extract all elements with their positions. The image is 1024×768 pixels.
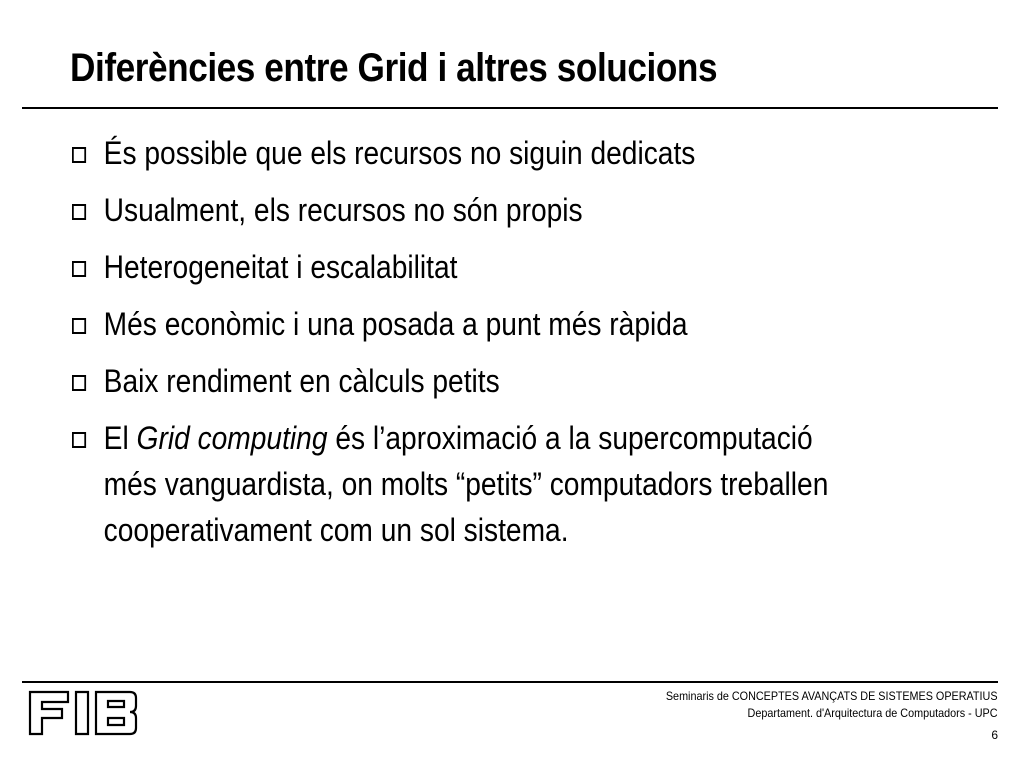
square-bullet-icon (72, 318, 86, 334)
footer-divider (22, 681, 998, 683)
bullet-text-line (104, 415, 864, 461)
fib-logo (28, 690, 138, 736)
bullet-item (72, 244, 864, 291)
bullet-item (72, 415, 864, 553)
bullet-item (72, 187, 864, 234)
department-name: Departament. d'Arquitectura de Computadors - UPC (748, 706, 998, 720)
bullet-text: Baix rendiment en càlculs petits (103, 363, 500, 399)
bullet-text-line: més vanguardista, on molts “petits” computadors treballen (103, 466, 829, 502)
page-number: 6 (991, 728, 998, 742)
course-name: Seminaris de CONCEPTES AVANÇATS DE SISTEMES OPERATIUS (666, 689, 998, 703)
bullet-text: És possible que els recursos no siguin dedicats (103, 135, 696, 171)
bullet-text: Més econòmic i una posada a punt més ràpida (103, 306, 688, 342)
bullet-text: Usualment, els recursos no són propis (103, 192, 583, 228)
bullet-text: Heterogeneitat i escalabilitat (103, 249, 458, 285)
bullet-prefix: El (103, 420, 137, 456)
square-bullet-icon (72, 204, 86, 220)
square-bullet-icon (72, 375, 86, 391)
slide-title: Diferències entre Grid i altres solucions (70, 46, 718, 90)
bullet-text-line: cooperativament com un sol sistema. (103, 512, 569, 548)
bullet-list (72, 130, 972, 563)
title-divider (22, 107, 998, 109)
square-bullet-icon (72, 432, 86, 448)
bullet-item (72, 130, 864, 177)
square-bullet-icon (72, 261, 86, 277)
footer-credits (666, 688, 998, 722)
bullet-item (72, 301, 864, 348)
bullet-item (72, 358, 864, 405)
bullet-rest: és l’aproximació a la supercomputació (327, 420, 813, 456)
square-bullet-icon (72, 147, 86, 163)
bullet-emphasis: Grid computing (136, 420, 328, 456)
